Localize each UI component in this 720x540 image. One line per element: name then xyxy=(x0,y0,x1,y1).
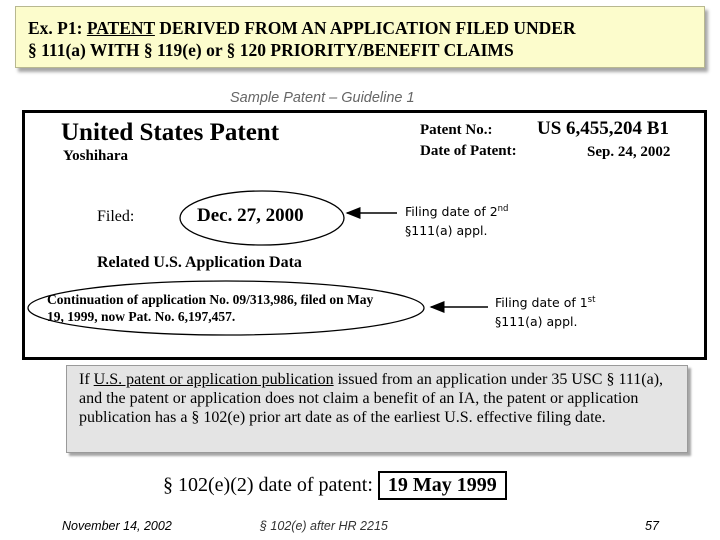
date-of-patent-value: Sep. 24, 2002 xyxy=(587,144,671,160)
continuation-line-2: 19, 1999, now Pat. No. 6,197,457. xyxy=(47,309,236,324)
patent-inventor: Yoshihara xyxy=(63,148,129,164)
title-line-2: § 111(a) WITH § 119(e) or § 120 PRIORITY/BENEFIT CLAIMS xyxy=(28,40,514,60)
title-underlined-word: PATENT xyxy=(86,18,155,38)
result-label: § 102(e)(2) date of patent: xyxy=(163,473,373,496)
rule-text-before: If xyxy=(79,371,94,388)
related-application-heading: Related U.S. Application Data xyxy=(97,254,302,271)
annotation-second-text: Filing date of 2 xyxy=(405,204,498,219)
title-box xyxy=(15,6,705,68)
continuation-line-1: Continuation of application No. 09/313,986, filed on May xyxy=(47,292,374,307)
rule-text-underlined: U.S. patent or application publication xyxy=(93,371,334,388)
filed-date-value: Dec. 27, 2000 xyxy=(197,205,304,226)
footer-date: November 14, 2002 xyxy=(62,519,172,533)
slide-subtitle: Sample Patent – Guideline 1 xyxy=(230,90,415,106)
page-number: 57 xyxy=(645,519,659,533)
title-line1-rest: DERIVED FROM AN APPLICATION FILED UNDER xyxy=(154,18,576,38)
annotation-first-filing xyxy=(495,293,595,331)
footer-center: § 102(e) after HR 2215 xyxy=(260,519,388,533)
annotation-second-section: §111(a) appl. xyxy=(405,223,488,238)
annotation-first-sup: st xyxy=(587,294,596,305)
patent-heading: United States Patent xyxy=(61,119,280,146)
patent-number-label: Patent No.: xyxy=(420,122,493,138)
annotation-second-filing xyxy=(405,202,508,240)
date-of-patent-label: Date of Patent: xyxy=(420,143,517,159)
annotation-second-sup: nd xyxy=(497,203,509,214)
result-date-value: 19 May 1999 xyxy=(378,471,507,500)
result-row xyxy=(163,468,507,502)
rule-text-after: issued from an application under 35 USC § 111(a), and the patent or application does not claim a benefit of an IA, the patent or application publication has a § 102(e) prior art date as of the earliest U.S. effective filing date. xyxy=(79,371,664,426)
filed-label: Filed: xyxy=(97,208,135,225)
annotation-first-text: Filing date of 1 xyxy=(495,295,588,310)
annotation-first-section: §111(a) appl. xyxy=(495,314,578,329)
title-prefix: Ex. P1: xyxy=(28,18,87,38)
patent-number-value: US 6,455,204 B1 xyxy=(537,118,669,139)
patent-excerpt-frame xyxy=(22,110,707,360)
title-line-1 xyxy=(28,17,692,39)
rule-statement-box xyxy=(66,365,688,453)
